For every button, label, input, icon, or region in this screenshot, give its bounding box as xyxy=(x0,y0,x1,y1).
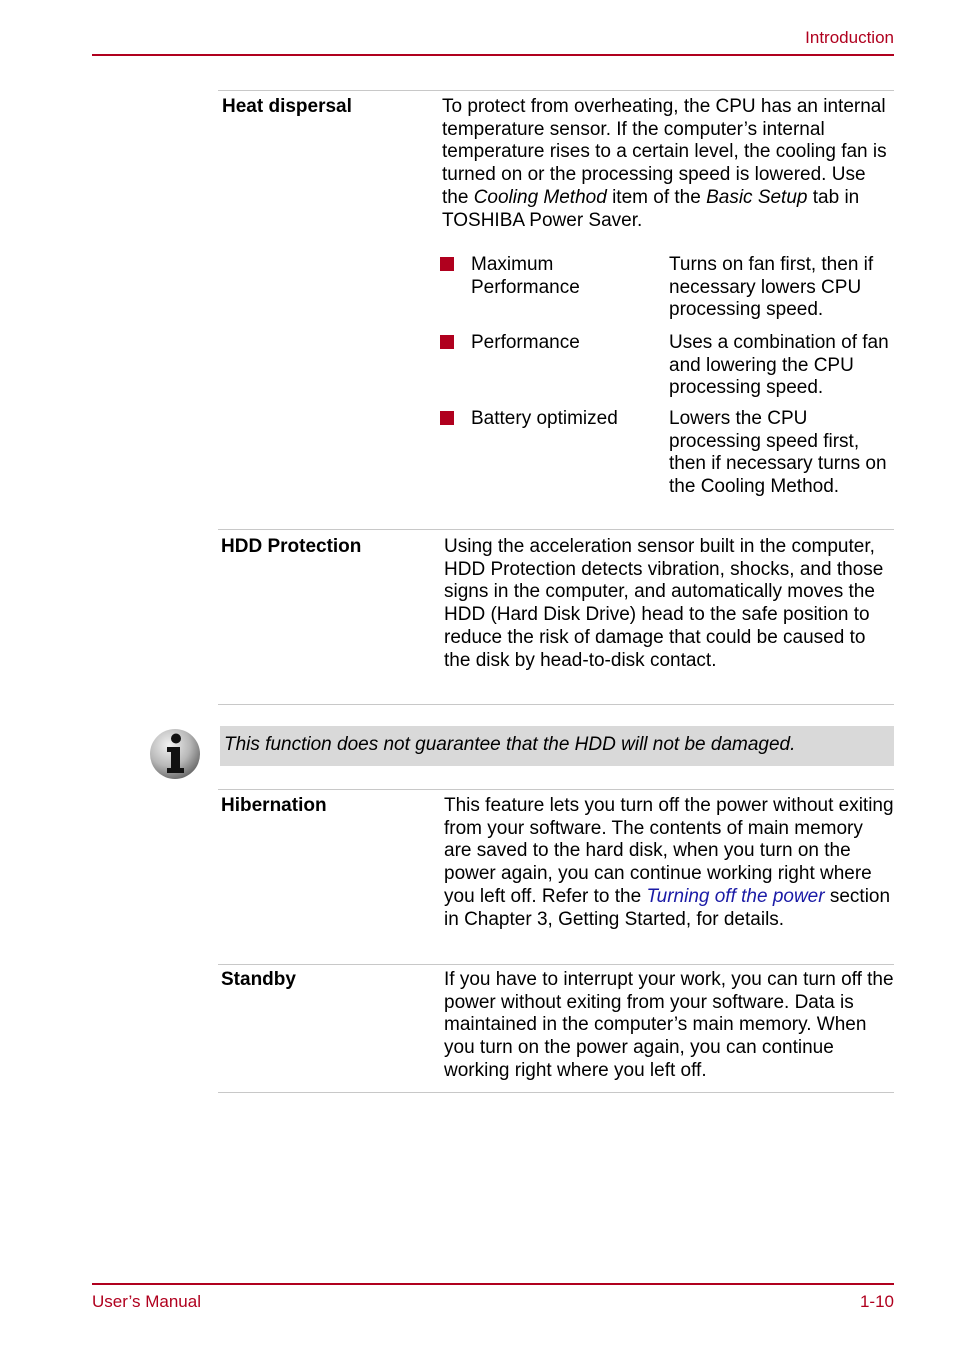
row-divider xyxy=(218,704,894,705)
cooling-option-text: Uses a combination of fan and lowering the CPU processing speed. xyxy=(669,332,889,399)
note-text: This function does not guarantee that the HDD will not be damaged. xyxy=(224,734,796,755)
bullet-icon xyxy=(440,257,454,271)
heat-term: Heat dispersal xyxy=(222,96,352,117)
header-rule xyxy=(92,54,894,56)
row-divider xyxy=(218,90,894,91)
turning-off-link[interactable]: Turning off the power xyxy=(646,885,825,907)
cooling-option-text: Turns on fan first, then if necessary lowers CPU processing speed. xyxy=(669,254,874,321)
standby-term: Standby xyxy=(221,969,296,990)
heat-description: To protect from overheating, the CPU has an internal temperature sensor. If the computer’s internal temperature rises to a certain level, the cooling fan is turned on or the processing speed is lowered. Use the Cooling Method item of the Basic Setup tab in TOSHIBA Power Saver. xyxy=(442,96,887,231)
hibernation-term: Hibernation xyxy=(221,795,327,816)
bullet-icon xyxy=(440,335,454,349)
standby-description: If you have to interrupt your work, you can turn off the power without exiting from your software. Data is maintained in the computer’s main memory. When you turn on the power again, you can continue working right where you left off. xyxy=(444,969,894,1081)
info-icon xyxy=(149,728,201,780)
cooling-option-label: Performance xyxy=(471,332,580,353)
row-divider xyxy=(218,789,894,790)
cooling-option-text: Lowers the CPU processing speed first, then if necessary turns on the Cooling Method. xyxy=(669,408,887,498)
page-number: 1-10 xyxy=(859,1292,894,1311)
note-box xyxy=(220,726,894,766)
row-divider xyxy=(218,529,894,530)
footer-rule xyxy=(92,1283,894,1285)
footer-title: User’s Manual xyxy=(92,1292,201,1311)
bullet-icon xyxy=(440,411,454,425)
hibernation-description: This feature lets you turn off the power without exiting from your software. The contents of main memory are saved to the hard disk, when you turn on the power again, you can continue working right where you left off. Refer to the Turning off the power section in Chapter 3, Getting Started, for details. xyxy=(444,795,894,930)
row-divider xyxy=(218,1092,894,1093)
hdd-term: HDD Protection xyxy=(221,536,362,557)
hdd-description: Using the acceleration sensor built in the computer, HDD Protection detects vibration, shocks, and those signs in the computer, and automatically moves the HDD (Hard Disk Drive) head to the safe position to reduce the risk of damage that could be caused to the disk by head-to-disk contact. xyxy=(444,536,884,671)
cooling-option-label: Battery optimized xyxy=(471,408,618,429)
row-divider xyxy=(218,964,894,965)
running-header: Introduction xyxy=(805,28,894,47)
cooling-option-label: Maximum Performance xyxy=(471,254,580,298)
